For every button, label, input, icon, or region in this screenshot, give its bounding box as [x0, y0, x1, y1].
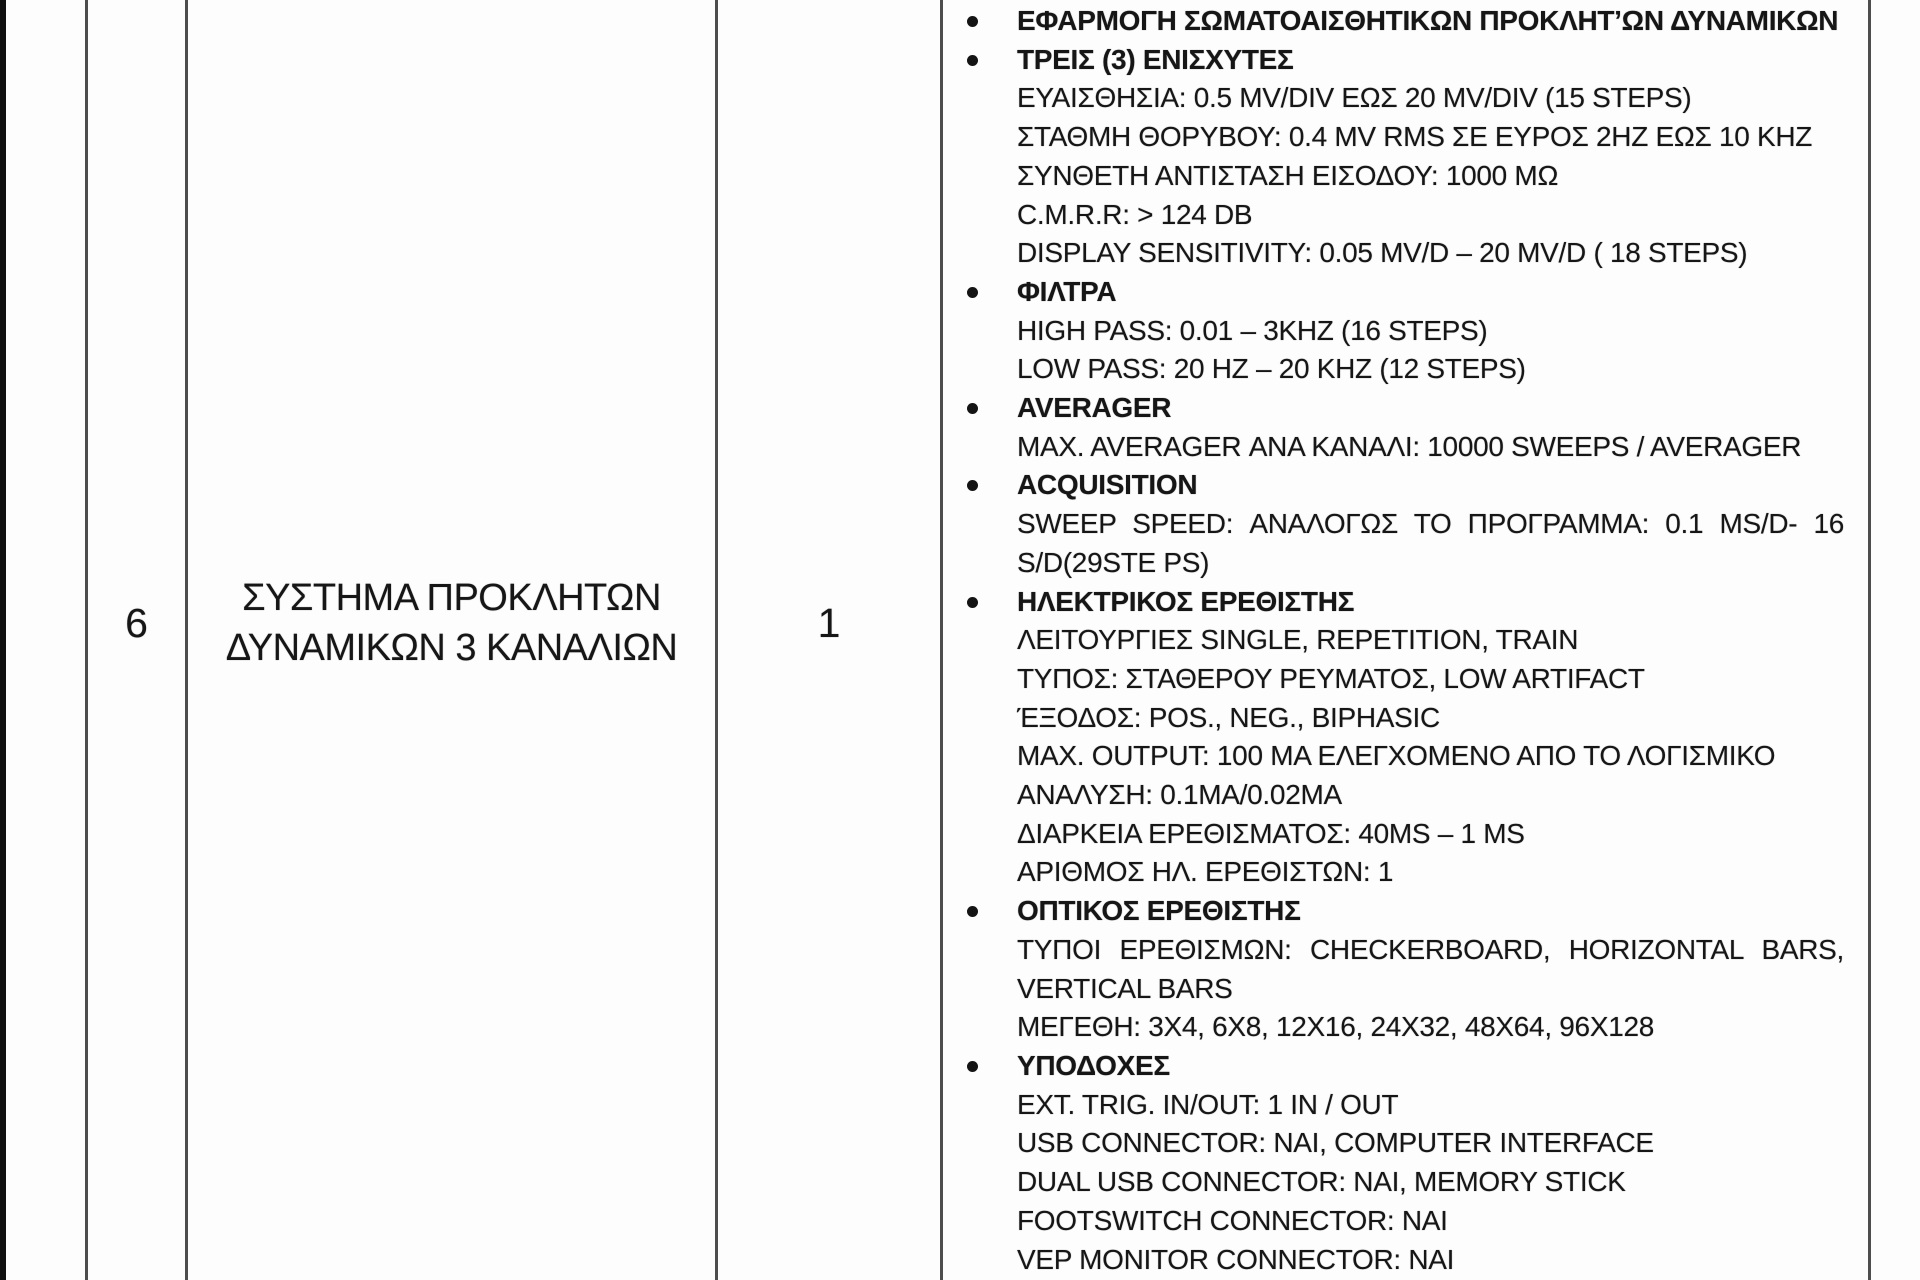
spec-line: [1017, 1047, 1844, 1086]
spec-text: USB CONNECTOR: ΝΑΙ, COMPUTER INTERFACE: [1017, 1127, 1654, 1159]
item-description: [226, 573, 678, 673]
spec-text: SWEEP SPEED: ΑΝΑΛΟΓΩΣ ΤΟ ΠΡΟΓΡΑΜΜΑ: 0.1 MS/D- 16: [1017, 508, 1844, 540]
spec-line: [1017, 1008, 1844, 1047]
spec-line: [1017, 466, 1844, 505]
quantity-value: 1: [817, 599, 841, 646]
spec-text: MAX. OUTPUT: 100 MA ΕΛΕΓΧΟΜΕΝΟ ΑΠΟ ΤΟ ΛΟΓΙΣΜΙΚΟ: [1017, 740, 1776, 772]
spec-text: ΟΠΤΙΚΟΣ ΕΡΕΘΙΣΤΗΣ: [1017, 895, 1301, 927]
spec-text: ΣΤΑΘΜΗ ΘΟΡΥΒΟΥ: 0.4 MV RMS ΣΕ ΕΥΡΟΣ 2HZ ΕΩΣ 10 KHZ: [1017, 121, 1813, 153]
spec-line: [1017, 583, 1844, 622]
spec-line: [1017, 853, 1844, 892]
spec-line: [1017, 196, 1844, 235]
specifications-cell: [943, 0, 1868, 1280]
bullet-icon: [967, 1061, 978, 1072]
spec-line: [1017, 389, 1844, 428]
spec-line: [1017, 118, 1844, 157]
spec-text: VEP MONITOR CONNECTOR: ΝΑΙ: [1017, 1243, 1455, 1275]
bullet-icon: [967, 403, 978, 414]
spec-text: AVERAGER: [1017, 392, 1172, 424]
spec-line: [1017, 1241, 1844, 1280]
bullet-icon: [967, 480, 978, 491]
bullet-icon: [967, 55, 978, 66]
spec-line: [1017, 505, 1844, 544]
empty-margin-cell: [6, 0, 85, 1280]
spec-line: [1017, 157, 1844, 196]
spec-text: ΑΝΑΛΥΣΗ: 0.1MA/0.02MA: [1017, 779, 1342, 811]
spec-text: LOW PASS: 20 HZ – 20 KHZ (12 STEPS): [1017, 353, 1526, 385]
spec-line: [1017, 312, 1844, 351]
spec-line: [1017, 1124, 1844, 1163]
spec-line: [1017, 2, 1844, 41]
spec-line: [1017, 234, 1844, 273]
spec-line: [1017, 776, 1844, 815]
spec-line: [1017, 79, 1844, 118]
spec-text: MAX. AVERAGER ΑΝΑ ΚΑΝΑΛΙ: 10000 SWEEPS / AVERAGER: [1017, 430, 1802, 462]
spec-line: [1017, 41, 1844, 80]
spec-line: [1017, 428, 1844, 467]
spec-text: ΗΛΕΚΤΡΙΚΟΣ ΕΡΕΘΙΣΤΗΣ: [1017, 585, 1355, 617]
spec-text: S/D(29STE PS): [1017, 546, 1210, 578]
item-description-line1: ΣΥΣΤΗΜΑ ΠΡΟΚΛΗΤΩΝ: [242, 577, 661, 619]
spec-text: ΕΦΑΡΜΟΓΗ ΣΩΜΑΤΟΑΙΣΘΗΤΙΚΩΝ ΠΡΟΚΛΗΤ’ΩΝ ΔΥΝΑΜΙΚΩΝ: [1017, 5, 1839, 36]
spec-text: ΣΥΝΘΕΤΗ ΑΝΤΙΣΤΑΣΗ ΕΙΣΟΔΟΥ: 1000 ΜΩ: [1017, 159, 1559, 191]
spec-line: [1017, 350, 1844, 389]
spec-text: C.M.R.R: > 124 DB: [1017, 198, 1253, 230]
spec-text: ΕΥΑΙΣΘΗΣΙΑ: 0.5 MV/DIV ΕΩΣ 20 MV/DIV (15 STEPS): [1017, 82, 1692, 114]
spec-text: VERTICAL BARS: [1017, 972, 1233, 1004]
description-cell: [188, 0, 715, 1280]
spec-line: [1017, 1163, 1844, 1202]
spec-line: [1017, 1202, 1844, 1241]
spec-text: ΤΡΕΙΣ (3) ΕΝΙΣΧΥΤΕΣ: [1017, 43, 1294, 75]
specs-list: [1017, 2, 1844, 1279]
spec-text: DUAL USB CONNECTOR: ΝΑΙ, MEMORY STICK: [1017, 1166, 1626, 1198]
item-description-line2: ΔΥΝΑΜΙΚΩΝ 3 ΚΑΝΑΛΙΩΝ: [225, 627, 678, 669]
spec-text: ΜΕΓΕΘΗ: 3X4, 6X8, 12X16, 24X32, 48X64, 96X128: [1017, 1011, 1655, 1043]
spec-line: [1017, 660, 1844, 699]
spec-text: ΈΞΟΔΟΣ: POS., NEG., BIPHASIC: [1017, 701, 1440, 733]
spec-text: ΦΙΛΤΡΑ: [1017, 275, 1117, 307]
bullet-icon: [967, 16, 978, 27]
item-number: 6: [125, 599, 148, 646]
spec-line: [1017, 544, 1844, 583]
spec-line: [1017, 273, 1844, 312]
spec-text: FOOTSWITCH CONNECTOR: ΝΑΙ: [1017, 1204, 1448, 1236]
spec-line: [1017, 737, 1844, 776]
spec-text: ΤΥΠΟΣ: ΣΤΑΘΕΡΟΥ ΡΕΥΜΑΤΟΣ, LOW ARTIFACT: [1017, 662, 1645, 694]
bullet-icon: [967, 906, 978, 917]
table-border-right: [1868, 0, 1871, 1280]
bullet-icon: [967, 597, 978, 608]
spec-line: [1017, 815, 1844, 854]
spec-text: ACQUISITION: [1017, 469, 1198, 501]
spec-text: ΤΥΠΟΙ ΕΡΕΘΙΣΜΩΝ: CHECKERBOARD, HORIZONTAL BARS,: [1017, 933, 1844, 965]
spec-text: ΑΡΙΘΜΟΣ ΗΛ. ΕΡΕΘΙΣΤΩΝ: 1: [1017, 856, 1394, 888]
spec-line: [1017, 1086, 1844, 1125]
spec-line: [1017, 931, 1844, 970]
item-number-cell: [88, 0, 185, 1280]
quantity-cell: [718, 0, 940, 1280]
spec-text: ΔΙΑΡΚΕΙΑ ΕΡΕΘΙΣΜΑΤΟΣ: 40MS – 1 MS: [1017, 817, 1525, 849]
spec-line: [1017, 892, 1844, 931]
bullet-icon: [967, 287, 978, 298]
spec-line: [1017, 621, 1844, 660]
spec-text: ΥΠΟΔΟΧΕΣ: [1017, 1049, 1170, 1081]
spec-line: [1017, 970, 1844, 1009]
spec-line: [1017, 699, 1844, 738]
spec-text: ΛΕΙΤΟΥΡΓΙΕΣ SINGLE, REPETITION, TRAIN: [1017, 624, 1579, 656]
spec-text: DISPLAY SENSITIVITY: 0.05 MV/D – 20 MV/D ( 18 STEPS): [1017, 237, 1748, 269]
spec-text: EXT. TRIG. IN/OUT: 1 IN / OUT: [1017, 1088, 1399, 1120]
spec-text: HIGH PASS: 0.01 – 3KHZ (16 STEPS): [1017, 314, 1488, 346]
